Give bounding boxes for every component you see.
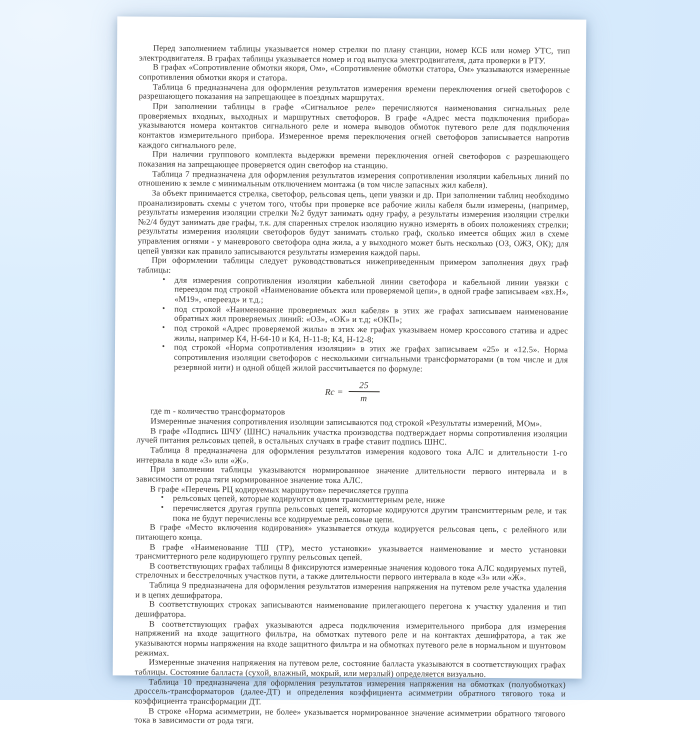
- formula-numerator: 25: [348, 380, 379, 392]
- paragraph: где m - количество трансформаторов: [150, 406, 286, 417]
- paragraph: В соответствующих графах указываются адреса подключения измерительного прибора для измерения напряжений на входе защитного фильтра, на обмотках путевого реле и на контактах дешифратора, а так же указываются нормы напряжения на входе защитного фильтра и на обмотках путевого реле в нормальном и шунтовом режимах.: [134, 619, 567, 658]
- paragraph: Таблица 7 предназначена для оформления результатов измерения сопротивления изоляции кабельных линий по отношению к земле с минимальным отключением монтажа (в том числе запасных жил кабеля).: [138, 169, 570, 191]
- bullet-item: • под строкой «Наименование проверяемых жил кабеля» в этих же графах записываем наименование обратных жил проверяемых линий: «ОЗ», «ОК» и т.д; «ОКП»;: [174, 304, 568, 326]
- formula-fraction: [348, 380, 379, 403]
- paragraph: Перед заполнением таблицы указывается номер стрелки по плану станции, номер КСБ или номер УТС, тип электродвигателя. В графах таблицы указывается номер и год выпуска электродвигателя, дата проверки в РТУ.: [138, 43, 571, 66]
- paragraph: В графах «Сопротивление обмотки якоря, Ом», «Сопротивление обмотки статора, Ом» указываются измеренные сопротивления обмотки якоря и статора.: [138, 62, 570, 83]
- bullet-list: [137, 275, 569, 375]
- paragraph: В соответствующих строках записываются наименование прилегающего перегона к участку удаления и тип дешифратора.: [135, 600, 567, 619]
- paragraph: Измеренные значения сопротивления изоляции записываются под строкой «Результаты измерений, МОм».: [150, 416, 543, 429]
- bullet-list: [136, 494, 567, 526]
- bullet-item: • для измерения сопротивления изоляции кабельной линии светофора и кабельной линии увязки с переездом под строкой «Наименование объекта или проверяемой цепи», в одной графе записываем «вх.Н», «М19», «переезд» и т.д.;: [174, 276, 568, 308]
- bullet-item: • рельсовых цепей, которые кодируются одним трансмиттерным реле, ниже: [173, 494, 567, 506]
- paragraph: В графе «Подпись ШЧУ (ШНС) начальник участка производства подтверждает нормы сопротивления изоляции лучей питания рельсовых цепей, в остальных случаях в графе ставит подпись ШНС.: [136, 426, 568, 447]
- paragraph: В строке «Норма асимметрии, не более» указывается нормированное значение асимметрии обратного тягового тока в зависимости от рода тяги.: [134, 706, 566, 726]
- resistance-formula: [137, 379, 568, 405]
- paragraph: Таблица 9 предназначена для оформления результатов измерения напряжения на путевом реле участка удаления и в цепях дешифратора.: [135, 580, 567, 600]
- bullet-item: • под строкой «Норма сопротивления изоляции» в этих же графах записываем «25» и «12.5». Норма сопротивления изоляции светофоров с несколькими сигнальными трансформаторами (в том числе и для резервной нити) и одной общей жилой рассчитывается по формуле:: [174, 343, 568, 375]
- paragraph: При заполнении таблицы указываются нормированное значение длительности первого интервала и в зависимости от рода тяги нормированное значение тока АЛС.: [136, 464, 568, 486]
- paragraph: Таблица 6 предназначена для оформления результатов измерения времени переключения огней светофоров с разрешающего показания на запрещающее в поездных маршрутах.: [138, 82, 570, 103]
- bullet-item: • перечисляется другая группа рельсовых цепей, которые кодируются другим трансмиттерным реле, и так пока не будут перечислены все кодируемые рельсовые цепи.: [173, 504, 567, 526]
- document-page: [113, 16, 587, 726]
- paragraph: При оформлении таблицы следует руководствоваться нижеприведенным примером заполнения двух граф таблицы:: [137, 256, 569, 275]
- paragraph: В графе «Место включения кодирования» указывается откуда кодируется рельсовая цепь, с релейного или питающего конца.: [135, 522, 567, 542]
- paragraph: При наличии группового комплекта выдержки времени переключения огней светофоров с разрешающего показания на запрещающее проверяется один светофор на станцию.: [138, 149, 570, 171]
- formula-denominator: m: [360, 393, 368, 404]
- paragraph: Таблица 10 предназначена для оформления результатов измерения напряжения на обмотках (полуобмотках) дроссель-трансформаторов (далее-ДТ) и определения коэффициента асимметрии обратного тягового тока и коэффициента трансформации ДТ.: [134, 677, 566, 707]
- bullet-item: • под строкой «Адрес проверяемой жилы» в этих же графах указываем номер кроссового статива и адрес жилы, например К4, Н-64-10 и К4, Н-11-8; К4, Н-12-8;: [174, 324, 568, 346]
- paragraph: За объект принимается стрелка, светофор, рельсовая цепь, цепи увязки и др. При заполнении таблиц необходимо проанализировать схемы с учетом того, чтобы при проверке все рабочие жилы кабеля были измерены, (например, результаты измерения изоляции стрелки №2 будут занимать одну графу, а результаты измерения изоляции стрелки №2/4 будут занимать две графы, т.к. для спаренных стрелок изоляцию нужно измерять в обоих положениях стрелки; результаты измерения изоляции светофоров будут занимать столько граф, сколько имеется общих жил в схеме управления огнями - у маневрового светофора одна жила, а у выходного может быть несколько (ОЗ, ОЖЗ, ОК); для цепей увязки как правило записываются результаты измерения каждой пары.: [137, 188, 570, 258]
- paragraph: В графе «Перечень РЦ кодируемых маршрутов» перечисляется группа: [149, 484, 409, 495]
- paragraph: В соответствующих графах таблицы 8 фиксируются измеренные значения кодового тока АЛС кодируемых путей, стрелочных и бесстрелочных участков пути, а также длительности первого интервала в коде «З» или «Ж».: [135, 561, 567, 583]
- formula-lhs: Rc =: [324, 386, 344, 397]
- paragraph: При заполнении таблицы в графе «Сигнальное реле» перечисляются наименования сигнальных реле проверяемых входных, выходных и маршрутных светофоров. В графе «Адрес места подключения прибора» указываются номера контактов сигнального реле и номера выводов обмоток путевого реле для подключения контактов измерительного прибора. Измеренное время переключения огней светофоров записывается напротив каждого сигнального реле.: [138, 101, 570, 150]
- paragraph: Измеренные значения напряжения на путевом реле, состояние балласта указываются в соответствующих графах таблицы. Состояние балласта (сухой, влажный, мокрый, или мерзлый) определяется визуально.: [134, 657, 566, 679]
- paragraph: Таблица 8 предназначена для оформления результатов измерения кодового тока АЛС и длительности 1-го интервала в коде «З» или «Ж».: [136, 445, 568, 465]
- paragraph: В графе «Наименование ТШ (ТР), место установки» указывается наименование и место установки трансмиттерного реле кодирующего группу рельсовых цепей.: [135, 542, 567, 563]
- document-text: [112, 16, 586, 728]
